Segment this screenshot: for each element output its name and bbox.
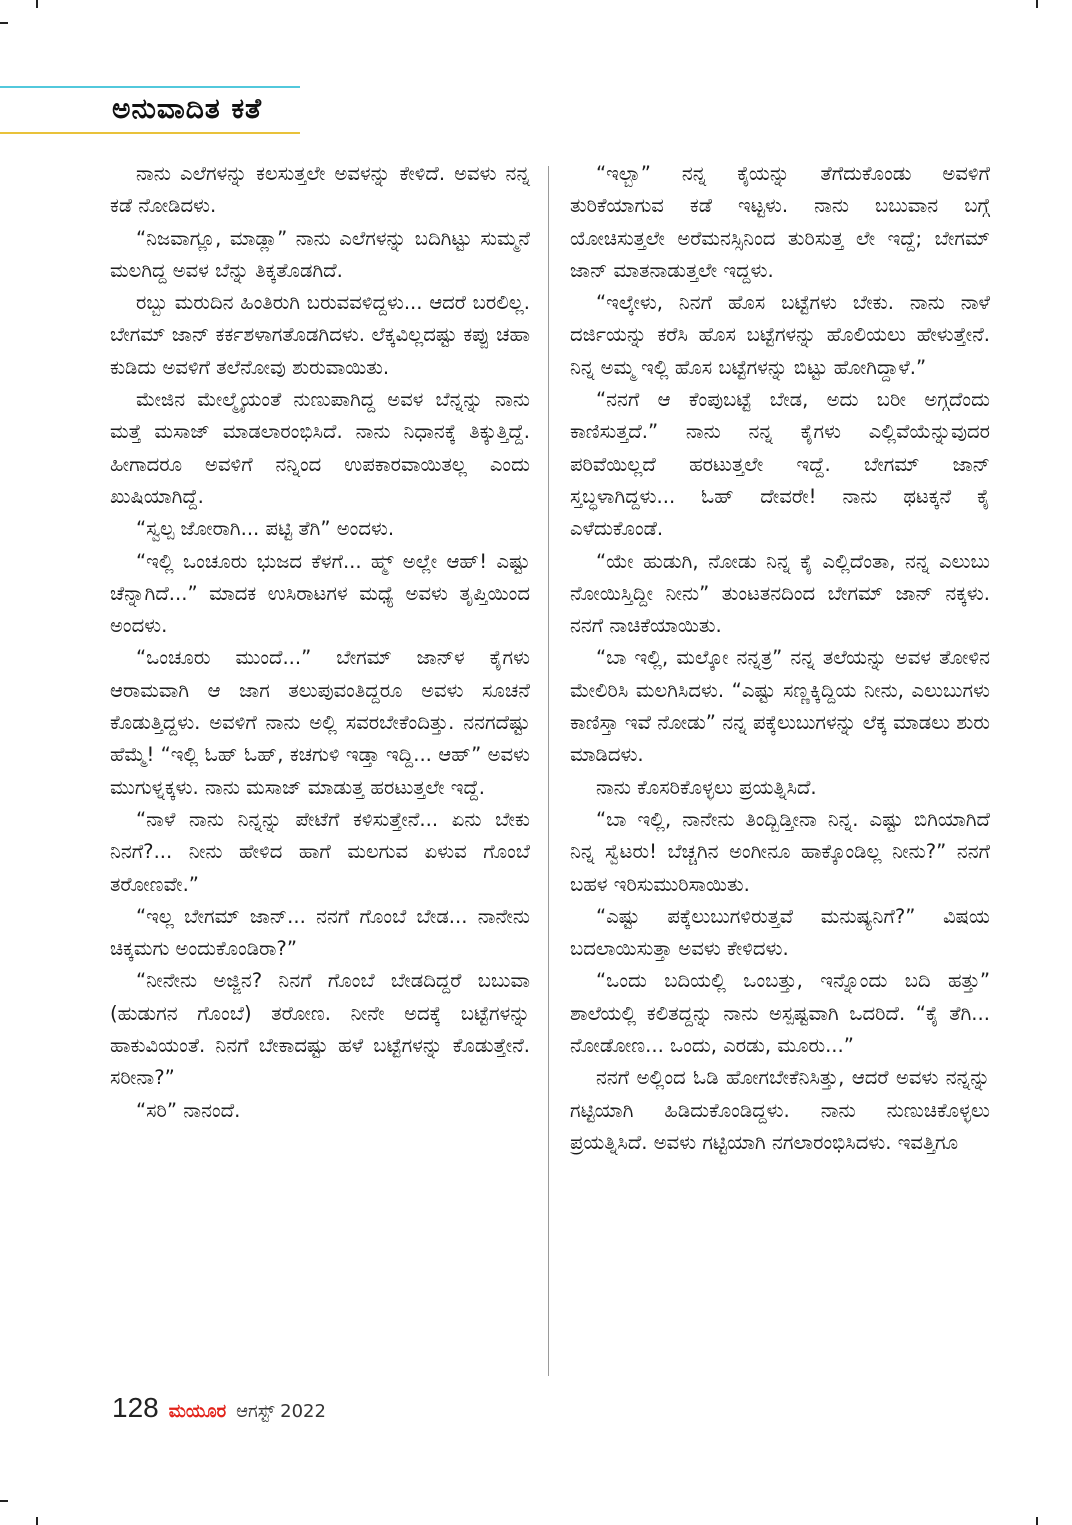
section-title: ಅನುವಾದಿತ ಕತೆ (112, 92, 263, 125)
crop-mark-top-left (0, 22, 8, 24)
crop-mark-bottom-left (0, 1500, 8, 1502)
article-paragraph: “ಇಲ್ಕೇಳು, ನಿನಗೆ ಹೊಸ ಬಟ್ಟೆಗಳು ಬೇಕು. ನಾನು ನಾಳೆ ದರ್ಜಿಯನ್ನು ಕರೆಸಿ ಹೊಸ ಬಟ್ಟೆಗಳನ್ನು ಹೊಲಿಯಲು ಹೇಳುತ್ತೇನೆ. ನಿನ್ನ ಅಮ್ಮ ಇಲ್ಲಿ ಹೊಸ ಬಟ್ಟೆಗಳನ್ನು ಬಿಟ್ಟು ಹೋಗಿದ್ದಾಳೆ.” (570, 291, 990, 379)
crop-mark-top-center (36, 0, 38, 8)
article-paragraph: ನಾನು ಎಲೆಗಳನ್ನು ಕಲಸುತ್ತಲೇ ಅವಳನ್ನು ಕೇಳಿದೆ. ಅವಳು ನನ್ನ ಕಡೆ ನೋಡಿದಳು. (110, 162, 530, 218)
article-paragraph: “ನೀನೇನು ಅಜ್ಜಿನ? ನಿನಗೆ ಗೊಂಬೆ ಬೇಡದಿದ್ದರೆ ಬಬುವಾ (ಹುಡುಗನ ಗೊಂಬೆ) ತರೋಣ. ನೀನೇ ಅದಕ್ಕೆ ಬಟ್ಟೆಗಳನ್ನು ಹಾಕುವಿಯಂತೆ. ನಿನಗೆ ಬೇಕಾದಷ್ಟು ಹಳೆ ಬಟ್ಟೆಗಳನ್ನು ಕೊಡುತ್ತೇನೆ. ಸರೀನಾ?” (110, 969, 530, 1090)
section-header-bottom-rule (0, 132, 300, 134)
article-paragraph: “ಇಲ್ಲ ಬೇಗಮ್ ಜಾನ್... ನನಗೆ ಗೊಂಬೆ ಬೇಡ... ನಾನೇನು ಚಿಕ್ಕಮಗು ಅಂದುಕೊಂಡಿರಾ?” (110, 904, 530, 961)
crop-mark-bottom-right (1036, 1517, 1038, 1525)
page-footer (112, 1392, 326, 1424)
article-paragraph: ಮೇಜಿನ ಮೇಲ್ಮೈಯಂತೆ ನುಣುಪಾಗಿದ್ದ ಅವಳ ಬೆನ್ನನ್ನು ನಾನು ಮತ್ತೆ ಮಸಾಜ್ ಮಾಡಲಾರಂಭಿಸಿದೆ. ನಾನು ನಿಧಾನಕ್ಕೆ ತಿಕ್ಕುತ್ತಿದ್ದೆ. ಹೀಗಾದರೂ ಅವಳಿಗೆ ನನ್ನಿಂದ ಉಪಕಾರವಾಯಿತಲ್ಲ ಎಂದು ಖುಷಿಯಾಗಿದ್ದೆ. (110, 388, 530, 508)
article-paragraph: “ಬಾ ಇಲ್ಲಿ, ಮಲ್ಕೋ ನನ್ನತ್ರ” ನನ್ನ ತಲೆಯನ್ನು ಅವಳ ತೋಳಿನ ಮೇಲಿರಿಸಿ ಮಲಗಿಸಿದಳು. “ಎಷ್ಟು ಸಣ್ಣಕ್ಕಿದ್ದಿಯ ನೀನು, ಎಲುಬುಗಳು ಕಾಣಿಸ್ತಾ ಇವೆ ನೋಡು” ನನ್ನ ಪಕ್ಕೆಲುಬುಗಳನ್ನು ಲೆಕ್ಕ ಮಾಡಲು ಶುರು ಮಾಡಿದಳು. (570, 646, 990, 767)
article-column-right (570, 158, 990, 1159)
article-paragraph: “ಒಂಚೂರು ಮುಂದೆ...” ಬೇಗಮ್ ಜಾನ್‌ಳ ಕೈಗಳು ಆರಾಮವಾಗಿ ಆ ಜಾಗ ತಲುಪುವಂತಿದ್ದರೂ ಅವಳು ಸೂಚನೆ ಕೊಡುತ್ತಿದ್ದಳು. ಅವಳಿಗೆ ನಾನು ಅಲ್ಲಿ ಸವರಬೇಕೆಂದಿತ್ತು. ನನಗದೆಷ್ಟು ಹೆಮ್ಮೆ! “ಇಲ್ಲಿ ಓಹ್ ಓಹ್, ಕಚಗುಳಿ ಇಡ್ತಾ ಇದ್ದಿ... ಆಹ್” ಅವಳು ಮುಗುಳ್ನಕ್ಕಳು. ನಾನು ಮಸಾಜ್ ಮಾಡುತ್ತ ಹರಟುತ್ತಲೇ ಇದ್ದೆ. (110, 646, 530, 799)
article-paragraph: “ಬಾ ಇಲ್ಲಿ, ನಾನೇನು ತಿಂದ್ಬಿಡ್ತೀನಾ ನಿನ್ನ. ಎಷ್ಟು ಬಿಗಿಯಾಗಿದೆ ನಿನ್ನ ಸ್ವೆಟರು! ಬೆಚ್ಚಗಿನ ಅಂಗೀನೂ ಹಾಕ್ಕೊಂಡಿಲ್ಲ ನೀನು?” ನನಗೆ ಬಹಳ ಇರಿಸುಮುರಿಸಾಯಿತು. (570, 807, 990, 896)
crop-mark-bottom-center (36, 1517, 38, 1525)
article-paragraph: “ಇಲ್ಲಿ ಒಂಚೂರು ಭುಜದ ಕೆಳಗೆ... ಹ್ಮ್ ಅಲ್ಲೇ ಆಹ್! ಎಷ್ಟು ಚೆನ್ನಾಗಿದೆ...” ಮಾದಕ ಉಸಿರಾಟಗಳ ಮಧ್ಯೆ ಅವಳು ತೃಪ್ತಿಯಿಂದ ಅಂದಳು. (110, 549, 530, 638)
article-paragraph: ನಾನು ಕೊಸರಿಕೊಳ್ಳಲು ಪ್ರಯತ್ನಿಸಿದೆ. (596, 775, 817, 799)
article-paragraph: ರಬ್ಬು ಮರುದಿನ ಹಿಂತಿರುಗಿ ಬರುವವಳಿದ್ದಳು... ಆದರೆ ಬರಲಿಲ್ಲ. ಬೇಗಮ್ ಜಾನ್ ಕರ್ಕಶಳಾಗತೊಡಗಿದಳು. ಲೆಕ್ಕವಿಲ್ಲದಷ್ಟು ಕಪ್ಪು ಚಹಾ ಕುಡಿದು ಅವಳಿಗೆ ತಲೆನೋವು ಶುರುವಾಯಿತು. (110, 291, 530, 379)
page-number: 128 (112, 1392, 159, 1423)
crop-mark-top-right (1036, 0, 1038, 8)
article-paragraph: “ನಿಜವಾಗ್ಲೂ, ಮಾಡ್ಲಾ” ನಾನು ಎಲೆಗಳನ್ನು ಬದಿಗಿಟ್ಟು ಸುಮ್ಮನೆ ಮಲಗಿದ್ದ ಅವಳ ಬೆನ್ನು ತಿಕ್ಕತೊಡಗಿದೆ. (110, 226, 530, 282)
section-header-top-rule (0, 86, 300, 88)
article-paragraph: “ಯೇ ಹುಡುಗಿ, ನೋಡು ನಿನ್ನ ಕೈ ಎಲ್ಲಿದೆಂತಾ, ನನ್ನ ಎಲುಬು ನೋಯಿಸ್ತಿದ್ದೀ ನೀನು” ತುಂಟತನದಿಂದ ಬೇಗಮ್ ಜಾನ್ ನಕ್ಕಳು. ನನಗೆ ನಾಚಿಕೆಯಾಯಿತು. (570, 549, 990, 638)
article-paragraph: “ಸರಿ” ನಾನಂದೆ. (136, 1098, 241, 1122)
article-paragraph: “ಒಂದು ಬದಿಯಲ್ಲಿ ಒಂಬತ್ತು, ಇನ್ನೊಂದು ಬದಿ ಹತ್ತು” ಶಾಲೆಯಲ್ಲಿ ಕಲಿತದ್ದನ್ನು ನಾನು ಅಸ್ಪಷ್ಟವಾಗಿ ಒದರಿದೆ. “ಕೈ ತೆಗಿ... ನೋಡೋಣ... ಒಂದು, ಎರಡು, ಮೂರು...” (570, 969, 990, 1058)
column-divider (548, 166, 549, 1376)
article-paragraph: ನನಗೆ ಅಲ್ಲಿಂದ ಓಡಿ ಹೋಗಬೇಕೆನಿಸಿತ್ತು, ಆದರೆ ಅವಳು ನನ್ನನ್ನು ಗಟ್ಟಿಯಾಗಿ ಹಿಡಿದುಕೊಂಡಿದ್ದಳು. ನಾನು ನುಣುಚಿಕೊಳ್ಳಲು ಪ್ರಯತ್ನಿಸಿದೆ. ಅವಳು ಗಟ್ಟಿಯಾಗಿ ನಗಲಾರಂಭಿಸಿದಳು. ಇವತ್ತಿಗೂ (570, 1066, 990, 1154)
article-paragraph: “ನಾಳೆ ನಾನು ನಿನ್ನನ್ನು ಪೇಟೆಗೆ ಕಳಿಸುತ್ತೇನೆ... ಏನು ಬೇಕು ನಿನಗೆ?... ನೀನು ಹೇಳಿದ ಹಾಗೆ ಮಲಗುವ ಏಳುವ ಗೊಂಬೆ ತರೋಣವೇ.” (110, 807, 530, 896)
issue-date: ಆಗಸ್ಟ್ 2022 (236, 1401, 326, 1422)
article-paragraph: “ಎಷ್ಟು ಪಕ್ಕೆಲುಬುಗಳಿರುತ್ತವೆ ಮನುಷ್ಯನಿಗೆ?” ವಿಷಯ ಬದಲಾಯಿಸುತ್ತಾ ಅವಳು ಕೇಳಿದಳು. (570, 904, 990, 961)
article-paragraph: “ಸ್ವಲ್ಪ ಜೋರಾಗಿ... ಪಟ್ಟಿ ತೆಗಿ” ಅಂದಳು. (136, 517, 395, 541)
article-paragraph: “ಇಲ್ಬಾ” ನನ್ನ ಕೈಯನ್ನು ತೆಗೆದುಕೊಂಡು ಅವಳಿಗೆ ತುರಿಕೆಯಾಗುವ ಕಡೆ ಇಟ್ಟಳು. ನಾನು ಬಬುವಾನ ಬಗ್ಗೆ ಯೋಚಿಸುತ್ತಲೇ ಅರೆಮನಸ್ಸಿನಿಂದ ತುರಿಸುತ್ತ ಲೇ ಇದ್ದೆ; ಬೇಗಮ್ ಜಾನ್ ಮಾತನಾಡುತ್ತಲೇ ಇದ್ದಳು. (570, 162, 990, 282)
article-column-left (110, 158, 530, 1127)
magazine-logo: ಮಯೂರ (168, 1401, 227, 1422)
article-paragraph: “ನನಗೆ ಆ ಕೆಂಪುಬಟ್ಟೆ ಬೇಡ, ಅದು ಬರೀ ಅಗ್ಗದೆಂದು ಕಾಣಿಸುತ್ತದೆ.” ನಾನು ನನ್ನ ಕೈಗಳು ಎಲ್ಲಿವೆಯೆನ್ನುವುದರ ಪರಿವೆಯಿಲ್ಲದೆ ಹರಟುತ್ತಲೇ ಇದ್ದೆ. ಬೇಗಮ್ ಜಾನ್ ಸ್ತಬ್ಧಳಾಗಿದ್ದಳು... ಓಹ್ ದೇವರೇ! ನಾನು ಥಟಕ್ಕನೆ ಕೈ ಎಳೆದುಕೊಂಡೆ. (570, 388, 990, 541)
